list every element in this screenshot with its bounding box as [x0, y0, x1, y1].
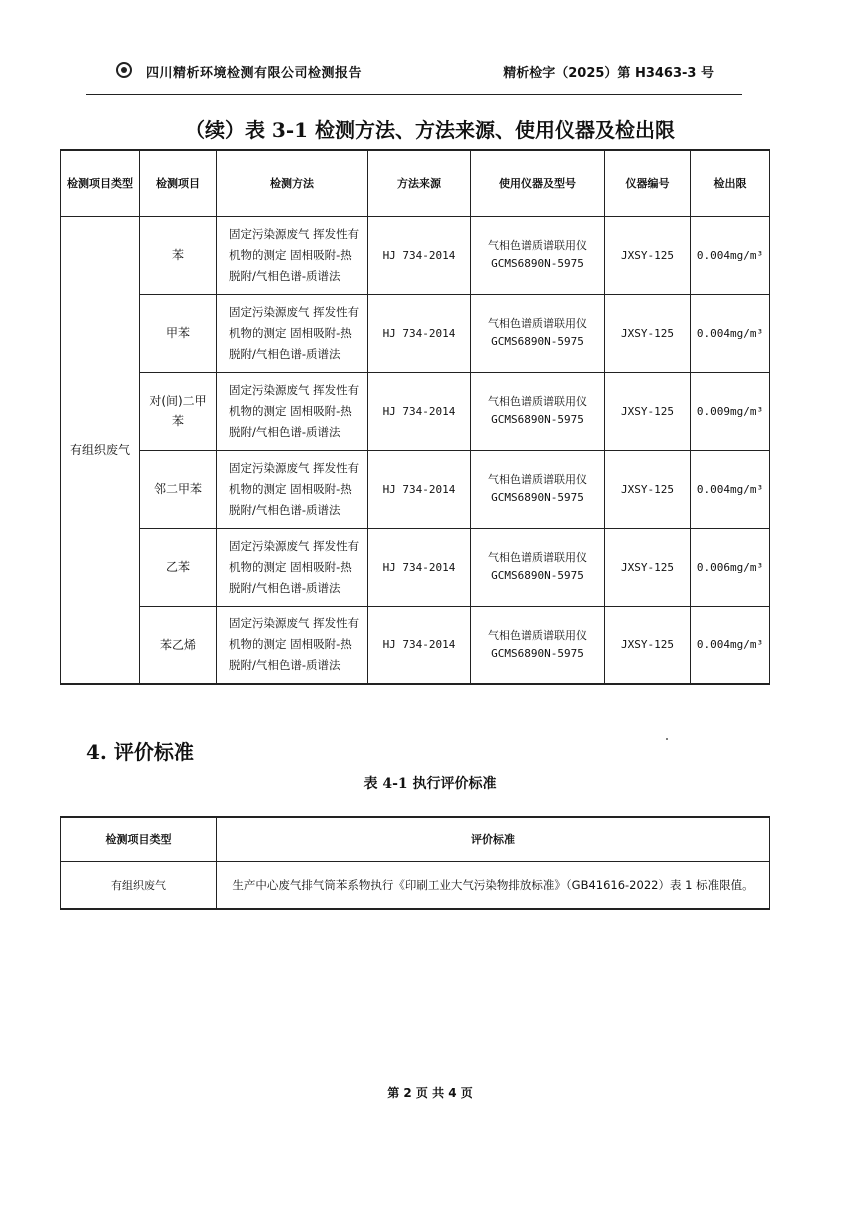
instrument-no-cell: JXSY-125: [605, 372, 691, 450]
scan-speck: [666, 738, 668, 740]
instrument-no-cell: JXSY-125: [605, 450, 691, 528]
instrument-cell: [471, 606, 605, 684]
instrument-cell: [471, 216, 605, 294]
limit-cell: 0.004mg/m³: [691, 606, 770, 684]
method-cell: 固定污染源废气 挥发性有机物的测定 固相吸附-热脱附/气相色谱-质谱法: [217, 294, 368, 372]
table-row: [61, 216, 770, 294]
method-cell: 固定污染源废气 挥发性有机物的测定 固相吸附-热脱附/气相色谱-质谱法: [217, 606, 368, 684]
source-cell: HJ 734-2014: [368, 528, 471, 606]
method-cell: 固定污染源废气 挥发性有机物的测定 固相吸附-热脱附/气相色谱-质谱法: [217, 450, 368, 528]
limit-cell: 0.004mg/m³: [691, 450, 770, 528]
instrument-no-cell: JXSY-125: [605, 528, 691, 606]
instrument-cell: [471, 372, 605, 450]
limit-cell: 0.009mg/m³: [691, 372, 770, 450]
instrument-name: 气相色谱质谱联用仪: [488, 628, 587, 642]
column-header: 检出限: [691, 150, 770, 216]
table-header-row: [61, 817, 770, 861]
report-number: 精析检字（2025）第 H3463-3 号: [503, 66, 714, 81]
item-cell: 苯: [140, 216, 217, 294]
instrument-name: 气相色谱质谱联用仪: [488, 317, 587, 330]
limit-cell: 0.004mg/m³: [691, 294, 770, 372]
column-header: 使用仪器及型号: [471, 150, 605, 216]
source-cell: HJ 734-2014: [368, 606, 471, 684]
instrument-name: 气相色谱质谱联用仪: [488, 395, 587, 408]
source-cell: HJ 734-2014: [368, 294, 471, 372]
method-cell: 固定污染源废气 挥发性有机物的测定 固相吸附-热脱附/气相色谱-质谱法: [217, 216, 368, 294]
instrument-no-cell: JXSY-125: [605, 606, 691, 684]
limit-cell: 0.004mg/m³: [691, 216, 770, 294]
item-cell: 对(间)二甲苯: [140, 372, 217, 450]
instrument-no-cell: JXSY-125: [605, 216, 691, 294]
instrument-model: GCMS6890N-5975: [491, 257, 584, 270]
method-cell: 固定污染源废气 挥发性有机物的测定 固相吸附-热脱附/气相色谱-质谱法: [217, 372, 368, 450]
instrument-model: GCMS6890N-5975: [491, 646, 584, 660]
page-number: 第 2 页 共 4 页: [387, 1086, 473, 1100]
table4-title: 表 4-1 执行评价标准: [363, 776, 497, 792]
instrument-model: GCMS6890N-5975: [491, 335, 584, 348]
instrument-model: GCMS6890N-5975: [491, 569, 584, 582]
instrument-name: 气相色谱质谱联用仪: [488, 239, 587, 252]
column-header: 检测方法: [217, 150, 368, 216]
table-row: [61, 294, 770, 372]
column-header: 检测项目类型: [61, 817, 217, 861]
item-cell: 苯乙烯: [140, 606, 217, 684]
instrument-no-cell: JXSY-125: [605, 294, 691, 372]
column-header: 检测项目类型: [61, 150, 140, 216]
standard-cell: 生产中心废气排气筒苯系物执行《印刷工业大气污染物排放标准》（GB41616-2022）表 1 标准限值。: [217, 861, 770, 909]
table-row: [61, 606, 770, 684]
method-cell: 固定污染源废气 挥发性有机物的测定 固相吸附-热脱附/气相色谱-质谱法: [217, 528, 368, 606]
instrument-name: 气相色谱质谱联用仪: [488, 551, 587, 564]
limit-cell: 0.006mg/m³: [691, 528, 770, 606]
page-header: [86, 58, 742, 95]
standards-table: [60, 816, 770, 910]
column-header: 评价标准: [217, 817, 770, 861]
type-cell: 有组织废气: [61, 861, 217, 909]
instrument-model: GCMS6890N-5975: [491, 413, 584, 426]
table3-title: （续）表 3-1 检测方法、方法来源、使用仪器及检出限: [184, 118, 676, 142]
category-cell: 有组织废气: [61, 216, 140, 684]
column-header: 方法来源: [368, 150, 471, 216]
table-row: [61, 450, 770, 528]
item-cell: 甲苯: [140, 294, 217, 372]
company-logo-icon: [116, 62, 132, 78]
instrument-model: GCMS6890N-5975: [491, 491, 584, 504]
table-row: [61, 861, 770, 909]
table-row: [61, 528, 770, 606]
table-row: [61, 372, 770, 450]
item-cell: 乙苯: [140, 528, 217, 606]
company-name: 四川精析环境检测有限公司检测报告: [146, 66, 363, 81]
instrument-cell: [471, 450, 605, 528]
instrument-name: 气相色谱质谱联用仪: [488, 473, 587, 486]
methods-table: [60, 149, 770, 685]
source-cell: HJ 734-2014: [368, 372, 471, 450]
table-header-row: [61, 150, 770, 216]
instrument-cell: [471, 528, 605, 606]
item-cell: 邻二甲苯: [140, 450, 217, 528]
column-header: 仪器编号: [605, 150, 691, 216]
source-cell: HJ 734-2014: [368, 216, 471, 294]
instrument-cell: [471, 294, 605, 372]
section-heading: 4. 评价标准: [86, 740, 194, 764]
column-header: 检测项目: [140, 150, 217, 216]
source-cell: HJ 734-2014: [368, 450, 471, 528]
